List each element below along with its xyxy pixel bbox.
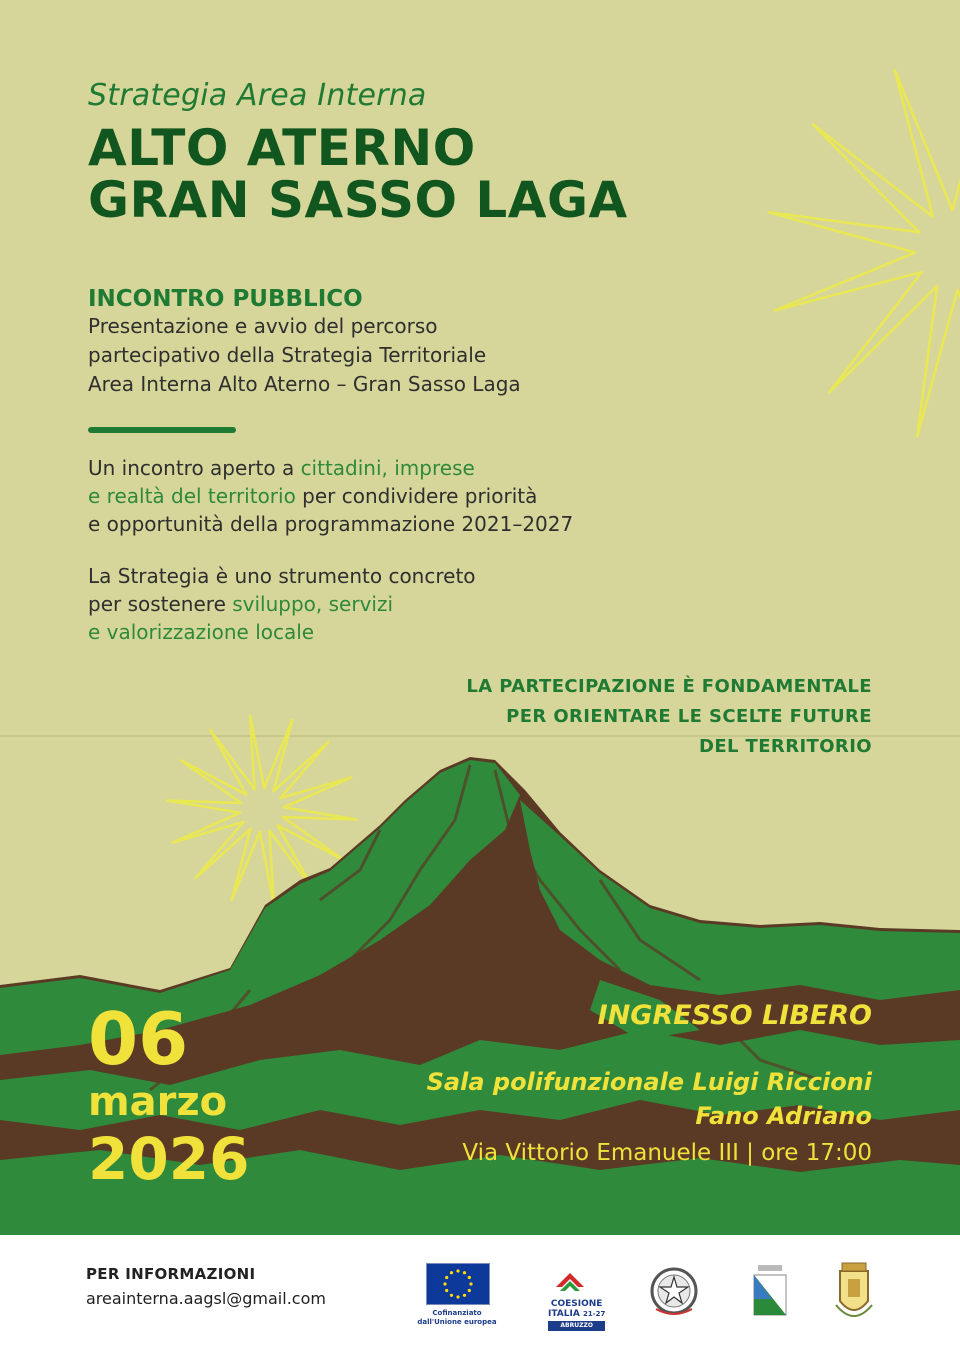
coesione-italia-text: ITALIA xyxy=(548,1309,580,1319)
eu-star-icon xyxy=(463,1271,466,1274)
intro-line-highlight: Area Interna Alto Aterno – Gran Sasso Laga xyxy=(88,372,521,396)
free-entry: INGRESSO LIBERO xyxy=(597,1000,872,1031)
eu-caption xyxy=(417,1309,497,1327)
slogan-line: DEL TERRITORIO xyxy=(698,736,872,757)
text-span: per sostenere xyxy=(88,592,233,616)
venue-hall: Sala polifunzionale Luigi Riccioni xyxy=(426,1068,872,1096)
sun-burst-icon xyxy=(769,64,960,436)
eu-star-icon xyxy=(445,1276,448,1279)
text-line: La Strategia è uno strumento concreto xyxy=(88,564,476,588)
eu-star-icon xyxy=(468,1276,471,1279)
divider xyxy=(88,427,236,433)
eu-star-icon xyxy=(450,1294,453,1297)
intro-line: Presentazione e avvio del percorso xyxy=(88,314,438,338)
date-year: 2026 xyxy=(88,1125,250,1193)
eu-caption-line: Cofinanziato xyxy=(432,1309,482,1317)
title-line: ALTO ATERNO xyxy=(88,119,476,177)
coesione-text-2 xyxy=(548,1309,605,1319)
slogan-line: LA PARTECIPAZIONE È FONDAMENTALE xyxy=(466,676,872,697)
date-day: 06 xyxy=(88,997,189,1081)
coesione-italia-logo xyxy=(548,1265,605,1331)
municipal-coat-of-arms xyxy=(832,1261,876,1335)
paragraph-1 xyxy=(88,454,573,538)
text-span: per condividere priorità xyxy=(295,484,538,508)
highlight-span: cittadini, imprese xyxy=(300,456,475,480)
info-heading: PER INFORMAZIONI xyxy=(86,1265,256,1283)
highlight-span: e realtà del territorio xyxy=(88,484,296,508)
slogan xyxy=(466,672,872,762)
eu-star-icon xyxy=(469,1282,472,1285)
venue-address: Via Vittorio Emanuele III | ore 17:00 xyxy=(462,1140,872,1166)
eu-star-icon xyxy=(456,1269,459,1272)
text-span: Un incontro aperto a xyxy=(88,456,301,480)
slogan-line: PER ORIENTARE LE SCELTE FUTURE xyxy=(506,706,872,727)
eu-star-icon xyxy=(445,1289,448,1292)
italian-republic-emblem xyxy=(648,1265,700,1325)
eu-star-icon xyxy=(456,1295,459,1298)
highlight-line: e valorizzazione locale xyxy=(88,620,315,644)
regione-abruzzo-logo xyxy=(748,1261,792,1331)
contact-email[interactable]: areainterna.aagsl@gmail.com xyxy=(86,1289,326,1308)
eu-star-icon xyxy=(443,1282,446,1285)
intro-block xyxy=(88,286,521,399)
coesione-text: COESIONE xyxy=(550,1299,603,1309)
event-date xyxy=(88,997,250,1193)
intro-line: partecipativo della Strategia Territoriale xyxy=(88,343,487,367)
kicker-title: Strategia Area Interna xyxy=(88,78,427,113)
eu-star-icon xyxy=(450,1271,453,1274)
intro-heading: INCONTRO PUBBLICO xyxy=(88,286,363,312)
paragraph-2 xyxy=(88,562,476,646)
highlight-span: sviluppo, servizi xyxy=(232,592,394,616)
coesione-years: 21-27 xyxy=(582,1310,606,1318)
main-title xyxy=(88,119,628,229)
eu-caption-line: dall'Unione europea xyxy=(417,1318,497,1326)
title-line: GRAN SASSO LAGA xyxy=(88,171,628,229)
eu-star-icon xyxy=(468,1289,471,1292)
venue-town: Fano Adriano xyxy=(695,1102,872,1130)
eu-flag-icon xyxy=(426,1263,490,1305)
date-month: marzo xyxy=(88,1079,228,1125)
eu-star-icon xyxy=(463,1294,466,1297)
venue-info xyxy=(427,1000,872,1173)
text-line: e opportunità della programmazione 2021–2027 xyxy=(88,512,574,536)
footer xyxy=(0,1235,960,1354)
eu-logo xyxy=(417,1263,497,1327)
contact-info xyxy=(86,1265,326,1308)
coesione-region: ABRUZZO xyxy=(548,1321,605,1331)
coesione-mark xyxy=(548,1265,592,1295)
